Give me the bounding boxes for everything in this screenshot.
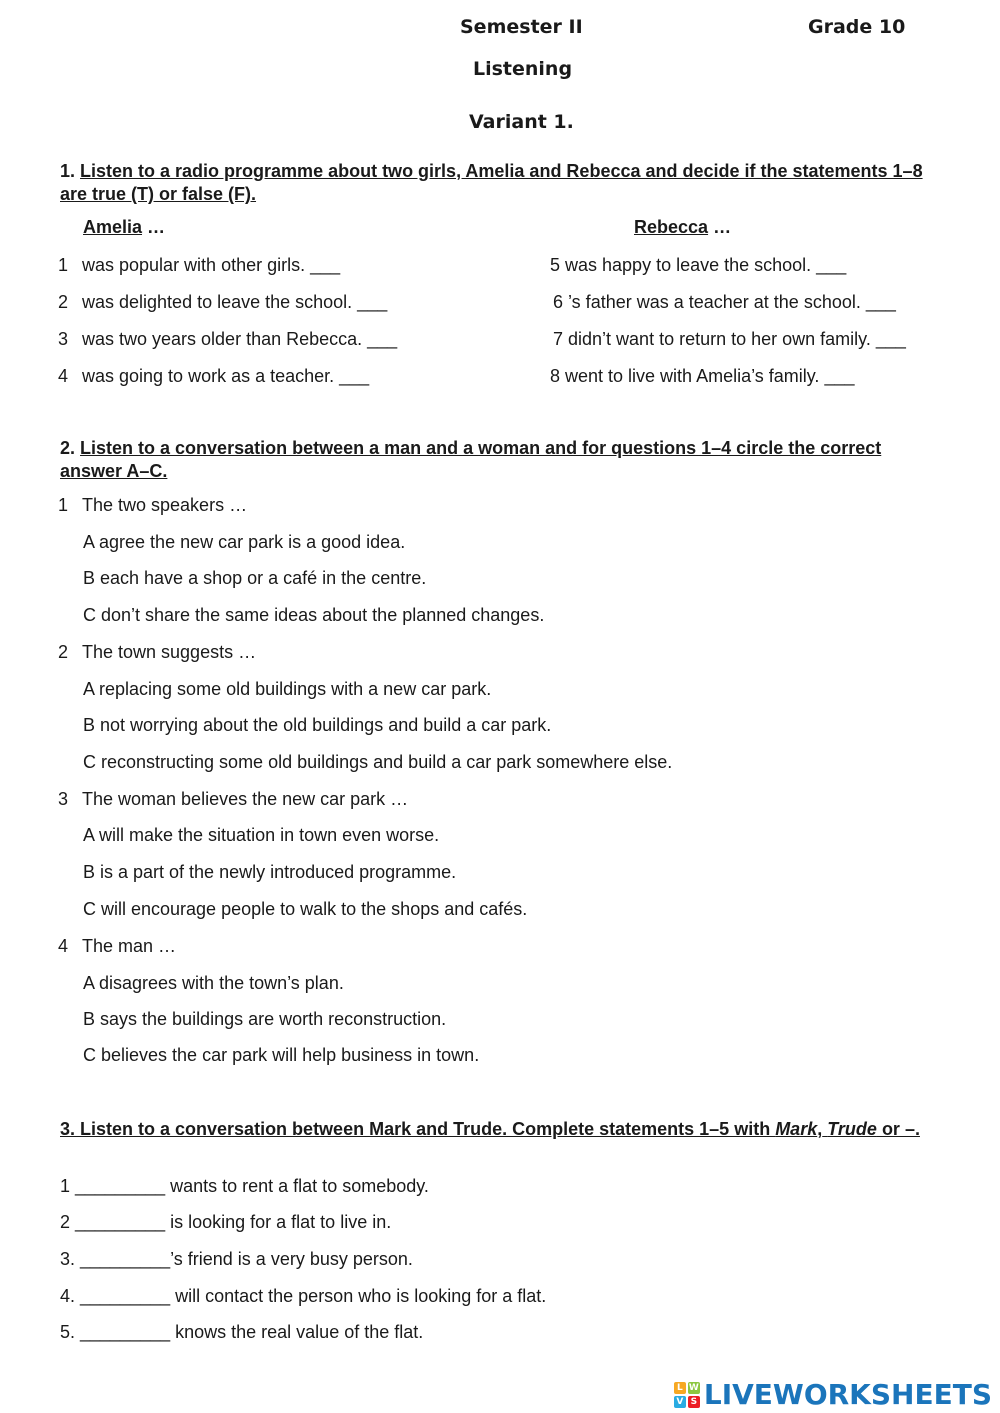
question-stem <box>58 935 176 957</box>
question-stem <box>58 641 256 663</box>
logo-tile: S <box>688 1396 700 1408</box>
statement-text: was delighted to leave the school. ___ <box>82 292 388 312</box>
statement-number: 3 <box>58 329 69 349</box>
answer-option[interactable]: C reconstructing some old buildings and build a car park somewhere else. <box>83 752 673 772</box>
statement-number: 2 <box>58 292 69 312</box>
question-text: The town suggests … <box>82 642 257 662</box>
answer-option[interactable]: C will encourage people to walk to the shops and cafés. <box>83 899 528 919</box>
amelia-heading-name: Amelia <box>83 217 143 237</box>
task3-comma: , <box>817 1119 823 1139</box>
gap-fill-statement[interactable]: 3. _________’s friend is a very busy person. <box>60 1249 413 1269</box>
answer-option[interactable]: B says the buildings are worth reconstruction. <box>83 1009 447 1029</box>
amelia-statement[interactable] <box>58 291 387 313</box>
rebecca-statement[interactable]: 8 went to live with Amelia’s family. ___ <box>550 366 855 386</box>
task1-instruction <box>60 160 940 206</box>
liveworksheets-logo[interactable] <box>674 1378 992 1411</box>
statement-text: was going to work as a teacher. ___ <box>82 366 370 386</box>
rebecca-column-heading <box>634 217 731 238</box>
question-number: 4 <box>58 936 69 956</box>
gap-fill-statement[interactable]: 2 _________ is looking for a flat to live in. <box>60 1212 392 1232</box>
question-text: The two speakers … <box>82 495 248 515</box>
amelia-statement[interactable] <box>58 328 397 350</box>
variant-title: Variant 1. <box>469 111 574 133</box>
amelia-statement[interactable] <box>58 365 369 387</box>
question-stem <box>58 788 408 810</box>
gap-fill-statement[interactable]: 5. _________ knows the real value of the flat. <box>60 1322 424 1342</box>
semester-label: Semester II <box>460 16 583 38</box>
gap-fill-statement[interactable]: 1 _________ wants to rent a flat to somebody. <box>60 1176 429 1196</box>
amelia-statement[interactable] <box>58 254 340 276</box>
task3-instruction <box>60 1118 930 1141</box>
answer-option[interactable]: B not worrying about the old buildings and build a car park. <box>83 715 552 735</box>
rebecca-statement[interactable]: 5 was happy to leave the school. ___ <box>550 255 847 275</box>
task1-number: 1. <box>60 161 76 181</box>
task3-instruction-end: or –. <box>876 1119 920 1139</box>
amelia-heading-ellipsis: … <box>147 217 166 237</box>
logo-tile: W <box>688 1382 699 1393</box>
answer-option[interactable]: A agree the new car park is a good idea. <box>83 532 406 552</box>
answer-option[interactable]: A disagrees with the town’s plan. <box>83 973 344 993</box>
statement-text: was popular with other girls. ___ <box>82 255 341 275</box>
liveworksheets-logo-text: LIVEWORKSHEETS <box>703 1378 992 1411</box>
question-number: 1 <box>58 495 69 515</box>
section-title: Listening <box>473 58 573 80</box>
question-text: The man … <box>82 936 177 956</box>
logo-tile: V <box>674 1396 686 1408</box>
question-stem <box>58 494 247 516</box>
amelia-column-heading <box>83 217 165 238</box>
rebecca-statement[interactable]: 6 ’s father was a teacher at the school. ___ <box>553 292 896 312</box>
question-number: 3 <box>58 789 69 809</box>
rebecca-statement[interactable]: 7 didn’t want to return to her own family. ___ <box>553 329 906 349</box>
task2-number: 2. <box>60 438 76 458</box>
task3-instruction-text: 3. Listen to a conversation between Mark and Trude. Complete statements 1–5 with <box>60 1119 776 1139</box>
grade-label: Grade 10 <box>808 16 906 38</box>
answer-option[interactable]: B each have a shop or a café in the centre. <box>83 568 427 588</box>
liveworksheets-logo-icon <box>674 1382 700 1408</box>
task3-name-mark: Mark <box>775 1119 818 1139</box>
logo-tile: L <box>674 1382 686 1394</box>
answer-option[interactable]: A will make the situation in town even worse. <box>83 825 440 845</box>
task2-instruction <box>60 437 940 483</box>
statement-number: 1 <box>58 255 69 275</box>
rebecca-heading-ellipsis: … <box>713 217 732 237</box>
question-text: The woman believes the new car park … <box>82 789 409 809</box>
gap-fill-statement[interactable]: 4. _________ will contact the person who is looking for a flat. <box>60 1286 547 1306</box>
answer-option[interactable]: B is a part of the newly introduced programme. <box>83 862 457 882</box>
answer-option[interactable]: C believes the car park will help business in town. <box>83 1045 480 1065</box>
statement-number: 4 <box>58 366 69 386</box>
task3-name-trude: Trude <box>827 1119 877 1139</box>
answer-option[interactable]: C don’t share the same ideas about the planned changes. <box>83 605 545 625</box>
task1-instruction-text: Listen to a radio programme about two girls, Amelia and Rebecca and decide if the statements 1–8 are true (T) or false (F). <box>60 161 923 204</box>
question-number: 2 <box>58 642 69 662</box>
statement-text: was two years older than Rebecca. ___ <box>82 329 398 349</box>
answer-option[interactable]: A replacing some old buildings with a new car park. <box>83 679 492 699</box>
task2-instruction-text: Listen to a conversation between a man and a woman and for questions 1–4 circle the correct answer A–C. <box>60 438 882 481</box>
rebecca-heading-name: Rebecca <box>634 217 709 237</box>
